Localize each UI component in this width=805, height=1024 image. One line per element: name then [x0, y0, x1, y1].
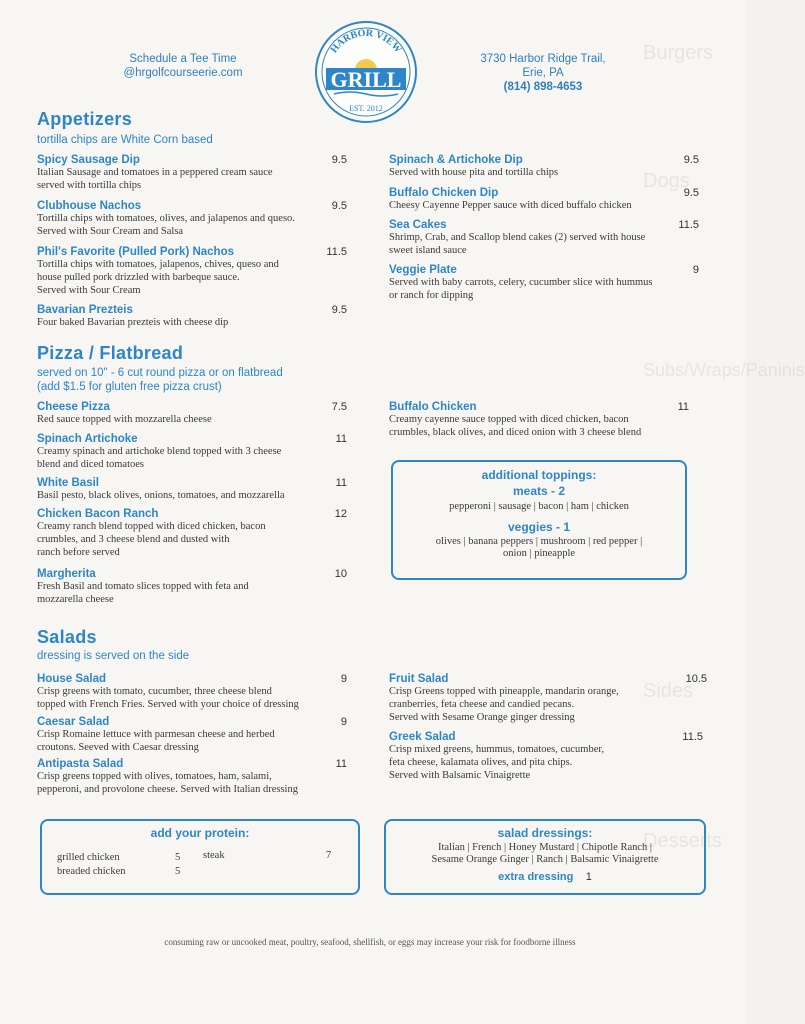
item-price: 11.5 [678, 219, 699, 231]
item-price: 9.5 [331, 200, 347, 212]
food-safety-disclaimer: consuming raw or uncooked meat, poultry, seafood, shellfish, or eggs may increase your risk for foodborne illness [164, 937, 576, 947]
item-price: 9 [692, 264, 699, 276]
bleed-through-text: Burgers Dogs Subs/Wraps/Paninis Sides Desserts [643, 42, 805, 852]
protein-price: 7 [326, 850, 332, 861]
veggies-list-1: olives | banana peppers | mushroom | red pepper | [435, 536, 643, 547]
menu-item [389, 219, 699, 257]
item-price: 10.5 [685, 673, 707, 685]
item-price: 11.5 [682, 731, 703, 743]
salads-subtitle: dressing is served on the side [37, 650, 190, 662]
item-desc: Tortilla chips with tomatoes, jalapenos, chives, queso and [37, 259, 279, 270]
header-left [108, 52, 258, 80]
protein-name: grilled chicken [57, 852, 120, 863]
item-price: 11.5 [326, 246, 347, 258]
dressings-list-1: Italian | French | Honey Mustard | Chipotle Ranch | [438, 842, 652, 853]
pizza-sub1: served on 10" - 6 cut round pizza or on flatbread [37, 367, 283, 379]
phone-number: (814) 898-4653 [503, 81, 583, 93]
item-price: 11 [335, 433, 347, 445]
item-price: 9.5 [331, 304, 347, 316]
salad-dressings-box [384, 819, 706, 895]
harbor-view-grill-logo [312, 18, 420, 126]
item-price: 11 [335, 758, 347, 770]
dressings-list-2: Sesame Orange Ginger | Ranch | Balsamic Vinaigrette [431, 854, 659, 865]
menu-item [389, 154, 699, 179]
item-name: Greek Salad [389, 731, 456, 743]
menu-item [37, 401, 347, 426]
item-name: Sea Cakes [389, 219, 447, 231]
additional-toppings-box [391, 460, 687, 580]
menu-item [37, 673, 347, 711]
menu-item [389, 673, 707, 724]
item-price: 10 [334, 568, 347, 580]
item-name: Antipasta Salad [37, 758, 124, 770]
item-desc: topped with French Fries. Served with your choice of dressing [37, 699, 299, 710]
pizza-sub2: (add $1.5 for gluten free pizza crust) [37, 381, 222, 393]
logo-est-text: EST. 2012 [349, 104, 383, 113]
item-name: Caesar Salad [37, 716, 110, 728]
item-desc: Tortilla chips with tomatoes, olives, and jalapenos and queso. [37, 213, 295, 224]
item-desc: feta cheese, kalamata olives, and pita chips. [389, 757, 573, 768]
item-desc: ranch before served [37, 547, 120, 558]
menu-item [389, 731, 703, 782]
logo-top-text: HARBOR VIEW [328, 27, 404, 56]
item-name: Spinach & Artichoke Dip [389, 154, 523, 166]
protein-title: add your protein: [150, 826, 250, 840]
item-desc: Crisp mixed greens, hummus, tomatoes, cucumber, [389, 744, 605, 755]
item-desc: mozzarella cheese [37, 594, 114, 605]
item-desc: Cheesy Cayenne Pepper sauce with diced buffalo chicken [389, 200, 632, 211]
item-price: 9.5 [683, 154, 699, 166]
item-desc: Fresh Basil and tomato slices topped with feta and [37, 581, 249, 592]
appetizers-subtitle: tortilla chips are White Corn based [37, 134, 213, 146]
item-name: Fruit Salad [389, 673, 449, 685]
menu-item [37, 433, 347, 471]
meats-label: meats - 2 [512, 484, 566, 498]
item-name: Cheese Pizza [37, 401, 110, 413]
item-name: Clubhouse Nachos [37, 200, 142, 212]
toppings-title: additional toppings: [481, 468, 597, 482]
item-name: Phil's Favorite (Pulled Pork) Nachos [37, 246, 235, 258]
item-desc: Red sauce topped with mozzarella cheese [37, 414, 212, 425]
item-name: Spinach Artichoke [37, 433, 138, 445]
item-desc: crumbles, black olives, and diced onion with 3 cheese blend [389, 427, 642, 438]
item-desc: blend and diced tomatoes [37, 459, 145, 470]
item-desc: Creamy ranch blend topped with diced chicken, bacon [37, 521, 266, 532]
item-desc: pepperoni, and provolone cheese. Served with Italian dressing [37, 784, 298, 795]
menu-item [37, 200, 347, 238]
menu-item [37, 246, 347, 297]
menu-item [389, 264, 699, 302]
item-desc: Crisp Romaine lettuce with parmesan cheese and herbed [37, 729, 275, 740]
menu-item [389, 187, 699, 212]
menu-item [37, 304, 347, 329]
address-line2: Erie, PA [522, 67, 564, 79]
protein-name: steak [203, 850, 225, 861]
item-desc: Crisp greens with tomato, cucumber, three cheese blend [37, 686, 272, 697]
item-name: Buffalo Chicken Dip [389, 187, 499, 199]
add-protein-box [40, 819, 360, 895]
item-desc: Shrimp, Crab, and Scallop blend cakes (2) served with house [389, 232, 646, 243]
menu-item [37, 568, 347, 606]
item-name: Buffalo Chicken [389, 401, 477, 413]
item-name: Margherita [37, 568, 96, 580]
item-desc: Creamy cayenne sauce topped with diced chicken, bacon [389, 414, 629, 425]
item-desc: Basil pesto, black olives, onions, tomatoes, and mozzarella [37, 490, 285, 501]
item-desc: Served with Sour Cream [37, 285, 141, 296]
item-desc: Four baked Bavarian prezteis with cheese dip [37, 317, 229, 328]
item-price: 11 [677, 401, 689, 413]
website-text: @hrgolfcourseerie.com [123, 67, 243, 79]
menu-item [37, 758, 347, 796]
header-right [458, 52, 628, 94]
veggies-label: veggies - 1 [507, 520, 571, 534]
item-desc: Served with baby carrots, celery, cucumber slice with hummus [389, 277, 653, 288]
item-price: 9.5 [331, 154, 347, 166]
meats-list: pepperoni | sausage | bacon | ham | chicken [449, 501, 629, 512]
protein-price: 5 [175, 866, 181, 877]
item-price: 7.5 [331, 401, 347, 413]
logo-grill-text: GRILL [330, 67, 402, 92]
item-desc: croutons. Seeved with Caesar dressing [37, 742, 199, 753]
item-name: House Salad [37, 673, 107, 685]
appetizers-title: Appetizers [37, 109, 133, 129]
item-desc: Crisp greens topped with olives, tomatoes, ham, salami, [37, 771, 272, 782]
item-price: 12 [334, 508, 347, 520]
menu-item [389, 401, 689, 439]
item-name: Chicken Bacon Ranch [37, 508, 159, 520]
item-name: Veggie Plate [389, 264, 457, 276]
menu-item [37, 477, 347, 502]
menu-item [37, 716, 347, 754]
pizza-title: Pizza / Flatbread [37, 343, 184, 363]
item-price: 9 [340, 673, 347, 685]
item-desc: sweet island sauce [389, 245, 467, 256]
menu-item [37, 508, 347, 559]
item-name: White Basil [37, 477, 99, 489]
item-desc: Served with Sour Cream and Salsa [37, 226, 184, 237]
item-desc: Italian Sausage and tomatoes in a peppered cream sauce [37, 167, 273, 178]
item-desc: Served with Balsamic Vinaigrette [389, 770, 531, 781]
item-price: 9.5 [683, 187, 699, 199]
protein-name: breaded chicken [57, 866, 126, 877]
dressings-title: salad dressings: [497, 826, 593, 840]
item-name: Spicy Sausage Dip [37, 154, 140, 166]
item-desc: house pulled pork drizzled with barbeque sauce. [37, 272, 240, 283]
item-desc: crumbles, and 3 cheese blend and dusted with [37, 534, 230, 545]
tee-time-text: Schedule a Tee Time [129, 53, 237, 65]
protein-price: 5 [175, 852, 181, 863]
extra-dressing-price: 1 [585, 871, 592, 883]
item-desc: Crisp Greens topped with pineapple, mandarin orange, [389, 686, 619, 697]
item-desc: Served with Sesame Orange ginger dressing [389, 712, 575, 723]
menu-item [37, 154, 347, 192]
address-line1: 3730 Harbor Ridge Trail, [480, 53, 606, 65]
item-price: 9 [340, 716, 347, 728]
item-desc: cranberries, feta cheese and candied pecans. [389, 699, 575, 710]
salads-title: Salads [37, 627, 97, 647]
veggies-list-2: onion | pineapple [502, 548, 576, 559]
item-price: 11 [335, 477, 347, 489]
item-desc: Served with house pita and tortilla chips [389, 167, 559, 178]
item-name: Bavarian Prezteis [37, 304, 133, 316]
item-desc: served with tortilla chips [37, 180, 142, 191]
item-desc: Creamy spinach and artichoke blend topped with 3 cheese [37, 446, 282, 457]
item-desc: or ranch for dipping [389, 290, 474, 301]
extra-dressing-label: extra dressing [498, 871, 574, 883]
